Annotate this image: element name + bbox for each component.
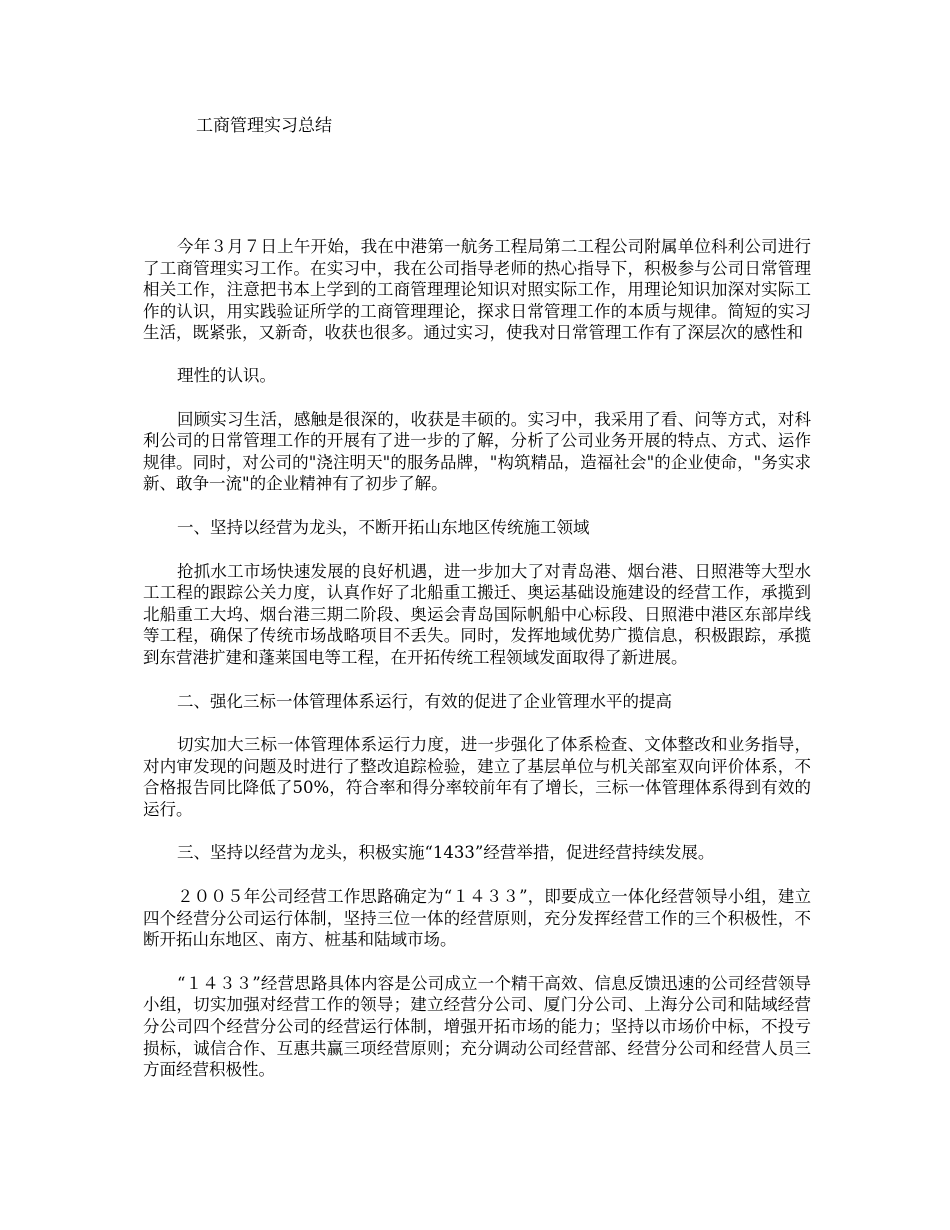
paragraph-section-1: 抢抓水工市场快速发展的良好机遇，进一步加大了对青岛港、烟台港、日照港等大型水工工程的跟踪公关力度，认真作好了北船重工搬迁、奥运基础设施建设的经营工作，承揽到北船重工大坞、烟台港三期二阶段、奥运会青岛国际帆船中心标段、日照港中港区东部岸线等工程，确保了传统市场战略项目不丢失。同时，发挥地域优势广揽信息，积极跟踪，承揽到东营港扩建和蓬莱国电等工程，在开拓传统工程领域发面取得了新进展。 <box>143 561 811 667</box>
section-heading-2: 二、强化三标一体管理体系运行，有效的促进了企业管理水平的提高 <box>177 691 672 711</box>
document-body <box>143 236 811 1081</box>
paragraph-review: 回顾实习生活，感触是很深的，收获是丰硕的。实习中，我采用了看、问等方式，对科利公司的日常管理工作的开展有了进一步的了解，分析了公司业务开展的特点、方式、运作规律。同时，对公司的"浇注明天"的服务品牌，"构筑精品，造福社会"的企业使命，"务实求新、敢争一流"的企业精神有了初步了解。 <box>143 409 811 494</box>
section-heading-1: 一、坚持以经营为龙头，不断开拓山东地区传统施工领域 <box>177 517 590 537</box>
paragraph-intro: 今年３月７日上午开始，我在中港第一航务工程局第二工程公司附属单位科利公司进行了工商管理实习工作。在实习中，我在公司指导老师的热心指导下，积极参与公司日常管理相关工作，注意把书本上学到的工商管理理论知识对照实际工作，用理论知识加深对实际工作的认识，用实践验证所学的工商管理理论，探求日常管理工作的本质与规律。简短的实习生活，既紧张，又新奇，收获也很多。通过实习，使我对日常管理工作有了深层次的感性和 <box>143 237 811 343</box>
paragraph-section-3b: “１４３３”经营思路具体内容是公司成立一个精干高效、信息反馈迅速的公司经营领导小组，切实加强对经营工作的领导；建立经营分公司、厦门分公司、上海分公司和陆域经营分公司四个经营分公司的经营运行体制，增强开拓市场的能力；坚持以市场价中标，不投亏损标，诚信合作、互惠共赢三项经营原则；充分调动公司经营部、经营分公司和经营人员三方面经营积极性。 <box>143 973 811 1080</box>
document-title: 工商管理实习总结 <box>196 116 332 136</box>
paragraph-section-2: 切实加大三标一体管理体系运行力度，进一步强化了体系检查、文体整改和业务指导，对内审发现的问题及时进行了整改追踪检验，建立了基层单位与机关部室双向评价体系，不合格报告同比降低了50%，符合率和得分率较前年有了增长，三标一体管理体系得到有效的运行。 <box>143 735 811 819</box>
paragraph-section-3a: ２００５年公司经营工作思路确定为“１４３３”，即要成立一体化经营领导小组，建立四个经营分公司运行体制，坚持三位一体的经营原则，充分发挥经营工作的三个积极性，不断开拓山东地区、南方、桩基和陆域市场。 <box>143 887 811 950</box>
section-heading-3: 三、坚持以经营为龙头，积极实施“1433”经营举措，促进经营持续发展。 <box>177 843 715 863</box>
paragraph-intro-continued: 理性的认识。 <box>177 365 276 385</box>
